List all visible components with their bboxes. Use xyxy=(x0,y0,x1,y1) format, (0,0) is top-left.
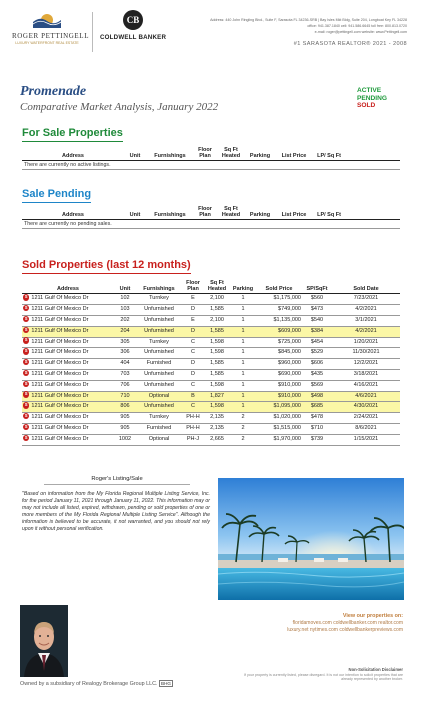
address-cell xyxy=(22,423,114,434)
sold-price-cell: $910,000 xyxy=(256,391,302,402)
parking-cell: 1 xyxy=(230,305,256,316)
furnishings-cell: Turnkey xyxy=(136,294,182,305)
empty-row xyxy=(22,220,400,229)
sqft-cell: 1,598 xyxy=(204,380,230,391)
sold-price-cell: $1,135,000 xyxy=(256,316,302,327)
address-text: 1211 Gulf Of Mexico Dr xyxy=(31,295,89,302)
address-text: 1211 Gulf Of Mexico Dr xyxy=(31,360,89,367)
floor-plan-cell: PH-H xyxy=(182,423,204,434)
sold-date-cell: 4/30/2021 xyxy=(332,402,400,413)
col-sqft: Sq Ft Heated xyxy=(221,147,241,160)
sp-sqft-cell: $685 xyxy=(302,402,332,413)
sp-sqft-cell: $529 xyxy=(302,348,332,359)
sold-price-cell: $1,970,000 xyxy=(256,434,302,445)
sp-sqft-cell: $560 xyxy=(302,294,332,305)
col-parking: Parking xyxy=(249,212,271,219)
sold-price-cell: $960,000 xyxy=(256,359,302,370)
table-row xyxy=(22,316,400,327)
view-properties-block xyxy=(233,613,403,633)
parking-cell: 1 xyxy=(230,316,256,327)
sold-heading: Sold Properties (last 12 months) xyxy=(22,259,191,274)
col-sold-price: Sold Price xyxy=(265,286,293,293)
parking-cell: 1 xyxy=(230,391,256,402)
unit-cell: 806 xyxy=(114,402,136,413)
sold-price-cell: $609,000 xyxy=(256,326,302,337)
unit-cell: 103 xyxy=(114,305,136,316)
address-cell xyxy=(22,369,114,380)
agent-portrait-illustration xyxy=(20,605,68,677)
sqft-cell: 1,598 xyxy=(204,402,230,413)
unit-cell: 204 xyxy=(114,326,136,337)
cb-seal-icon: CB xyxy=(123,10,143,30)
unit-cell: 1002 xyxy=(114,434,136,445)
col-list-price: List Price xyxy=(281,153,307,160)
table-header-row xyxy=(22,206,400,220)
sold-marker-icon: S xyxy=(24,380,28,386)
col-lp-sqft: LP/ Sq Ft xyxy=(317,153,341,160)
table-row xyxy=(22,369,400,380)
sqft-cell: 2,135 xyxy=(204,423,230,434)
sqft-cell: 2,100 xyxy=(204,294,230,305)
footer xyxy=(20,681,173,687)
col-address: Address xyxy=(61,212,84,219)
address-cell xyxy=(22,402,114,413)
mls-disclaimer: "Based on information from the My Florida Regional Multiple Listing Service, Inc. for the period January 11, 2021 through January 11, 2022. This information may or may not include all listed, expired, withdrawn, pending or sold properties of one or more members of the My Florida Regional Multiple Listing Service". Although the information is believed to be accurate, it not warranted, and you should not rely upon it without personal verification. xyxy=(22,491,210,533)
sold-price-cell: $910,000 xyxy=(256,380,302,391)
floor-plan-cell: C xyxy=(182,402,204,413)
sp-sqft-cell: $569 xyxy=(302,380,332,391)
report-subtitle: Comparative Market Analysis, January 2022 xyxy=(20,101,219,113)
col-sqft: Sq Ft Heated xyxy=(207,280,227,293)
sold-marker-icon: S xyxy=(24,305,28,311)
sold-date-cell: 3/1/2021 xyxy=(332,316,400,327)
address-cell xyxy=(22,294,114,305)
legend-pending: PENDING xyxy=(356,94,387,102)
sqft-cell: 1,585 xyxy=(204,359,230,370)
coldwell-banker-logo[interactable] xyxy=(100,10,166,54)
address-text: 1211 Gulf Of Mexico Dr xyxy=(31,370,89,377)
table-header-row xyxy=(22,147,400,161)
sold-marker-icon: S xyxy=(24,348,28,354)
address-cell xyxy=(22,391,114,402)
non-solicitation-block xyxy=(233,668,403,682)
listing-heading: Roger's Listing/Sale xyxy=(44,476,190,485)
col-furnishings: Furnishings xyxy=(154,212,186,219)
non-solicitation-heading: Non-Solicitation Disclaimer xyxy=(348,667,403,672)
table-row xyxy=(22,348,400,359)
sold-price-cell: $725,000 xyxy=(256,337,302,348)
col-address: Address xyxy=(61,153,84,160)
floor-plan-cell: D xyxy=(182,305,204,316)
address-text: 1211 Gulf Of Mexico Dr xyxy=(31,424,89,431)
sold-date-cell: 4/16/2021 xyxy=(332,380,400,391)
furnishings-cell: Unfurnished xyxy=(136,369,182,380)
no-pending-sales-note: There are currently no pending sales. xyxy=(22,220,400,229)
furnishings-cell: Unfurnished xyxy=(136,316,182,327)
pool-illustration xyxy=(218,478,404,600)
floor-plan-cell: E xyxy=(182,294,204,305)
unit-cell: 703 xyxy=(114,369,136,380)
sold-table xyxy=(22,280,400,446)
sold-marker-icon: S xyxy=(24,294,28,300)
sp-sqft-cell: $454 xyxy=(302,337,332,348)
col-furnishings: Furnishings xyxy=(143,286,175,293)
roger-pettingell-logo[interactable] xyxy=(12,10,90,54)
furnishings-cell: Optional xyxy=(136,434,182,445)
pending-table xyxy=(22,206,400,229)
realtor-ranking: #1 SARASOTA REALTOR® 2021 - 2008 xyxy=(293,41,407,47)
sold-date-cell: 11/30/2021 xyxy=(332,348,400,359)
table-row xyxy=(22,434,400,445)
col-unit: Unit xyxy=(119,286,131,293)
floor-plan-cell: PH-H xyxy=(182,413,204,424)
address-text: 1211 Gulf Of Mexico Dr xyxy=(31,338,89,345)
table-header-row xyxy=(22,280,400,294)
sold-marker-icon: S xyxy=(24,434,28,440)
table-row xyxy=(22,402,400,413)
sp-sqft-cell: $473 xyxy=(302,305,332,316)
table-row xyxy=(22,359,400,370)
address-cell xyxy=(22,413,114,424)
unit-cell: 905 xyxy=(114,423,136,434)
address-text: 1211 Gulf Of Mexico Dr xyxy=(31,381,89,388)
address-text: 1211 Gulf Of Mexico Dr xyxy=(31,435,89,442)
unit-cell: 102 xyxy=(114,294,136,305)
col-address: Address xyxy=(56,286,79,293)
sold-date-cell: 2/24/2021 xyxy=(332,413,400,424)
non-solicitation-text: If your property is currently listed, please disregard. It is not our intention to solicit properties that are already represented by another broker. xyxy=(243,672,403,682)
address-text: 1211 Gulf Of Mexico Dr xyxy=(31,327,89,334)
address-cell xyxy=(22,380,114,391)
sqft-cell: 2,135 xyxy=(204,413,230,424)
unit-cell: 306 xyxy=(114,348,136,359)
parking-cell: 1 xyxy=(230,348,256,359)
col-unit: Unit xyxy=(129,212,141,219)
legend-sold: SOLD xyxy=(356,102,376,110)
table-row xyxy=(22,391,400,402)
sold-price-cell: $749,000 xyxy=(256,305,302,316)
col-floor-plan: Floor Plan xyxy=(198,206,212,219)
no-active-listings-note: There are currently no active listings. xyxy=(22,161,400,170)
address-cell xyxy=(22,348,114,359)
floor-plan-cell: C xyxy=(182,348,204,359)
pool-photo xyxy=(218,478,404,600)
property-sites-line-2[interactable]: luxury.net nytimes.com coldwellbankerpreviews.com xyxy=(287,626,403,633)
address-cell xyxy=(22,434,114,445)
sold-table-body xyxy=(22,294,400,445)
pending-heading: Sale Pending xyxy=(22,188,91,203)
sold-marker-icon: S xyxy=(24,369,28,375)
legend-active: ACTIVE xyxy=(356,87,382,94)
for-sale-table xyxy=(22,147,400,170)
floor-plan-cell: PH-J xyxy=(182,434,204,445)
address-cell xyxy=(22,337,114,348)
furnishings-cell: Furnished xyxy=(136,423,182,434)
parking-cell: 1 xyxy=(230,402,256,413)
sold-price-cell: $1,515,000 xyxy=(256,423,302,434)
address-cell xyxy=(22,359,114,370)
furnishings-cell: Unfurnished xyxy=(136,402,182,413)
col-sold-date: Sold Date xyxy=(353,286,379,293)
unit-cell: 404 xyxy=(114,359,136,370)
table-row xyxy=(22,413,400,424)
sold-date-cell: 12/2/2021 xyxy=(332,359,400,370)
table-row xyxy=(22,294,400,305)
header xyxy=(0,0,423,62)
unit-cell: 706 xyxy=(114,380,136,391)
sp-sqft-cell: $384 xyxy=(302,326,332,337)
floor-plan-cell: B xyxy=(182,391,204,402)
col-spacer xyxy=(344,147,400,161)
parking-cell: 1 xyxy=(230,326,256,337)
header-contact-info xyxy=(167,17,407,36)
status-legend xyxy=(357,87,387,110)
sold-marker-icon: S xyxy=(24,359,28,365)
parking-cell: 2 xyxy=(230,434,256,445)
col-parking: Parking xyxy=(232,286,254,293)
sqft-cell: 1,598 xyxy=(204,337,230,348)
col-lp-sqft: LP/ Sq Ft xyxy=(317,212,341,219)
table-row xyxy=(22,337,400,348)
col-sqft: Sq Ft Heated xyxy=(221,206,241,219)
furnishings-cell: Optional xyxy=(136,391,182,402)
sold-date-cell: 8/6/2021 xyxy=(332,423,400,434)
col-unit: Unit xyxy=(129,153,141,160)
empty-row xyxy=(22,161,400,170)
col-furnishings: Furnishings xyxy=(154,153,186,160)
parking-cell: 1 xyxy=(230,380,256,391)
sold-date-cell: 4/2/2021 xyxy=(332,305,400,316)
sold-price-cell: $1,020,000 xyxy=(256,413,302,424)
address-text: 1211 Gulf Of Mexico Dr xyxy=(31,403,89,410)
floor-plan-cell: D xyxy=(182,369,204,380)
sqft-cell: 1,585 xyxy=(204,305,230,316)
parking-cell: 1 xyxy=(230,359,256,370)
sold-marker-icon: S xyxy=(24,402,28,408)
col-floor-plan: Floor Plan xyxy=(198,147,212,160)
sold-date-cell: 7/23/2021 xyxy=(332,294,400,305)
header-web[interactable]: e-mail: roger@pettingell.com website: www.Pettingell.com xyxy=(314,30,407,35)
col-floor-plan: Floor Plan xyxy=(186,280,200,293)
sp-sqft-cell: $606 xyxy=(302,359,332,370)
floor-plan-cell: C xyxy=(182,337,204,348)
address-text: 1211 Gulf Of Mexico Dr xyxy=(31,349,89,356)
col-spacer xyxy=(344,206,400,220)
address-text: 1211 Gulf Of Mexico Dr xyxy=(31,306,89,313)
header-phones: office: 941.387.1840 cell: 941.586.6645 toll free: 800.813.0720 xyxy=(307,24,407,29)
community-name: Promenade xyxy=(20,84,87,99)
address-text: 1211 Gulf Of Mexico Dr xyxy=(31,392,89,399)
header-divider xyxy=(92,12,93,52)
sold-date-cell: 1/15/2021 xyxy=(332,434,400,445)
furnishings-cell: Furnished xyxy=(136,359,182,370)
sold-date-cell: 1/20/2021 xyxy=(332,337,400,348)
sold-marker-icon: S xyxy=(24,391,28,397)
floor-plan-cell: D xyxy=(182,326,204,337)
header-address: Address: 440 John Ringling Blvd., Suite F, Sarasota FL 34236-SRB | Bay Isles Mkt Bldg, Suite 204, Longboat Key FL 34228 xyxy=(210,18,407,22)
sold-date-cell: 3/18/2021 xyxy=(332,369,400,380)
sp-sqft-cell: $478 xyxy=(302,413,332,424)
parking-cell: 2 xyxy=(230,413,256,424)
sold-marker-icon: S xyxy=(24,337,28,343)
footer-ownership-text: Owned by a subsidiary of Realogy Brokerage Group LLC. xyxy=(20,681,158,687)
for-sale-heading: For Sale Properties xyxy=(22,127,123,142)
unit-cell: 202 xyxy=(114,316,136,327)
bhg-badge: BHG xyxy=(161,681,172,686)
furnishings-cell: Turnkey xyxy=(136,337,182,348)
parking-cell: 1 xyxy=(230,369,256,380)
sp-sqft-cell: $739 xyxy=(302,434,332,445)
sqft-cell: 1,598 xyxy=(204,348,230,359)
address-cell xyxy=(22,326,114,337)
wave-mark-icon xyxy=(32,10,62,28)
address-text: 1211 Gulf Of Mexico Dr xyxy=(31,414,89,421)
table-row xyxy=(22,326,400,337)
floor-plan-cell: E xyxy=(182,316,204,327)
property-sites-line-1[interactable]: floridamoves.com coldwellbanker.com realtor.com xyxy=(292,619,403,626)
address-cell xyxy=(22,316,114,327)
furnishings-cell: Unfurnished xyxy=(136,380,182,391)
parking-cell: 1 xyxy=(230,294,256,305)
table-row xyxy=(22,380,400,391)
furnishings-cell: Unfurnished xyxy=(136,326,182,337)
view-properties-heading: View our properties on: xyxy=(342,613,403,619)
unit-cell: 305 xyxy=(114,337,136,348)
sqft-cell: 1,827 xyxy=(204,391,230,402)
sold-marker-icon: S xyxy=(24,413,28,419)
report-title xyxy=(20,84,218,113)
table-row xyxy=(22,423,400,434)
sold-price-cell: $690,000 xyxy=(256,369,302,380)
brand-left-name: ROGER PETTINGELL xyxy=(12,32,90,40)
table-row xyxy=(22,305,400,316)
sqft-cell: 1,585 xyxy=(204,369,230,380)
sold-marker-icon: S xyxy=(24,326,28,332)
address-text: 1211 Gulf Of Mexico Dr xyxy=(31,317,89,323)
parking-cell: 1 xyxy=(230,337,256,348)
floor-plan-cell: C xyxy=(182,380,204,391)
furnishings-cell: Unfurnished xyxy=(136,305,182,316)
agent-photo xyxy=(20,605,68,677)
furnishings-cell: Unfurnished xyxy=(136,348,182,359)
unit-cell: 710 xyxy=(114,391,136,402)
sold-date-cell: 4/2/2021 xyxy=(332,326,400,337)
col-sp-sqft: SP/SqFt xyxy=(306,286,328,293)
sp-sqft-cell: $710 xyxy=(302,423,332,434)
address-cell xyxy=(22,305,114,316)
sold-price-cell: $1,175,000 xyxy=(256,294,302,305)
col-parking: Parking xyxy=(249,153,271,160)
col-list-price: List Price xyxy=(281,212,307,219)
sold-date-cell: 4/6/2021 xyxy=(332,391,400,402)
sqft-cell: 2,665 xyxy=(204,434,230,445)
sold-price-cell: $1,095,000 xyxy=(256,402,302,413)
sold-marker-icon: S xyxy=(24,315,28,321)
brand-left-tagline: LUXURY WATERFRONT REAL ESTATE xyxy=(15,41,79,45)
sp-sqft-cell: $498 xyxy=(302,391,332,402)
parking-cell: 2 xyxy=(230,423,256,434)
sp-sqft-cell: $435 xyxy=(302,369,332,380)
unit-cell: 905 xyxy=(114,413,136,424)
sp-sqft-cell: $540 xyxy=(302,316,332,327)
sqft-cell: 2,100 xyxy=(204,316,230,327)
floor-plan-cell: D xyxy=(182,359,204,370)
sqft-cell: 1,585 xyxy=(204,326,230,337)
sold-marker-icon: S xyxy=(24,423,28,429)
sold-price-cell: $845,000 xyxy=(256,348,302,359)
brand-right-name: COLDWELL BANKER xyxy=(100,34,167,41)
furnishings-cell: Turnkey xyxy=(136,413,182,424)
